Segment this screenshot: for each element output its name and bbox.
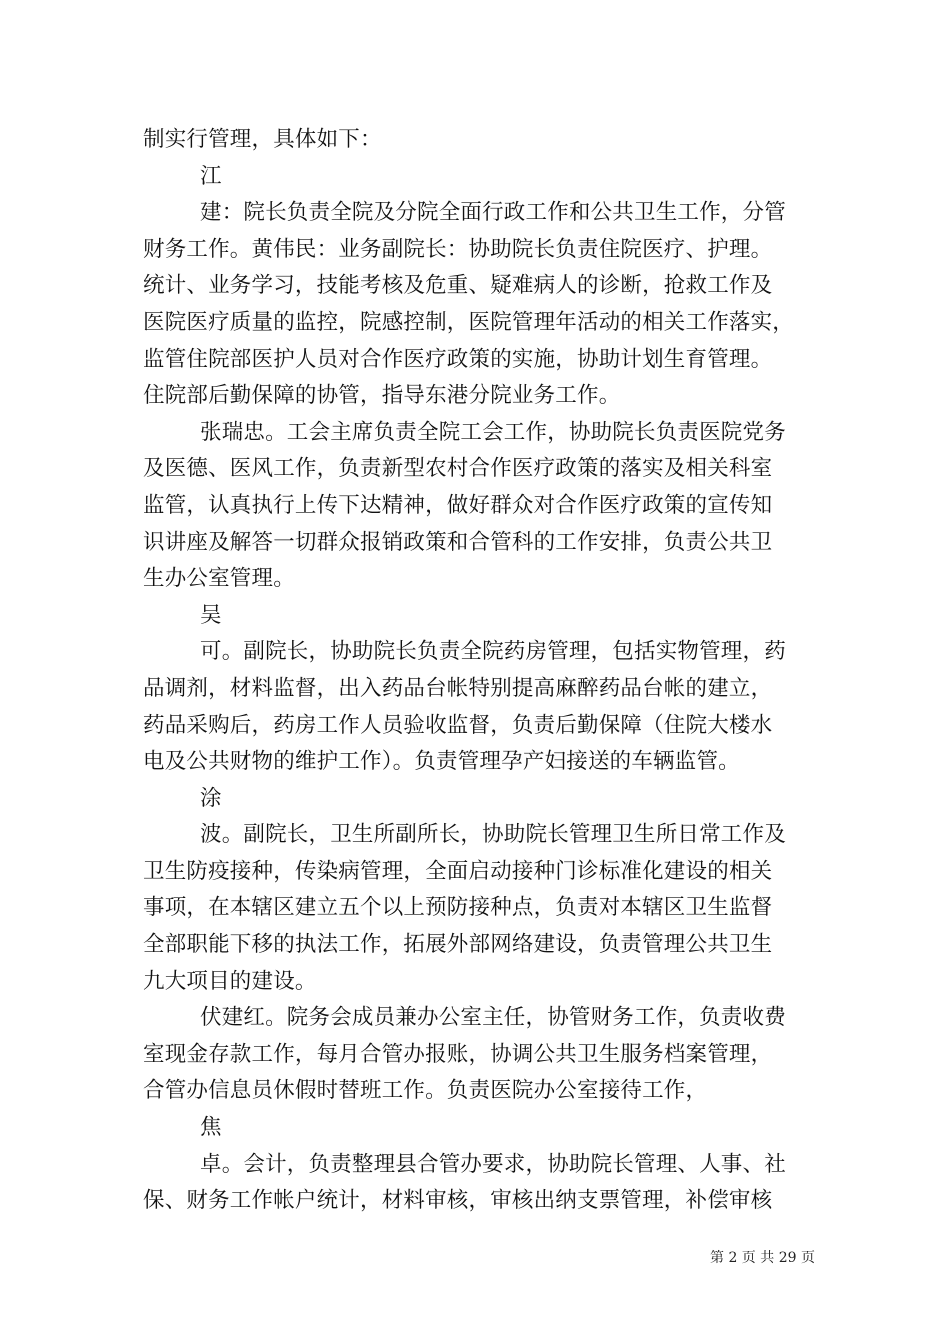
text-line: 识讲座及解答一切群众报销政策和合管科的工作安排，负责公共卫 [143, 529, 773, 555]
text-line: 卫生防疫接种，传染病管理，全面启动接种门诊标准化建设的相关 [143, 858, 773, 884]
text-line: 医院医疗质量的监控，院感控制，医院管理年活动的相关工作落实， [143, 309, 795, 335]
text-line: 焦 [200, 1115, 222, 1141]
text-line: 药品采购后，药房工作人员验收监督，负责后勤保障（住院大楼水 [143, 712, 773, 738]
text-line: 卓。会计，负责整理县合管办要求，协助院长管理、人事、社 [200, 1151, 786, 1177]
text-line: 监管，认真执行上传下达精神，做好群众对合作医疗政策的宣传知 [143, 492, 773, 518]
text-line: 波。副院长，卫生所副所长，协助院长管理卫生所日常工作及 [200, 822, 786, 848]
text-line: 保、财务工作帐户统计，材料审核，审核出纳支票管理，补偿审核 [143, 1188, 773, 1214]
text-line: 合管办信息员休假时替班工作。负责医院办公室接待工作， [143, 1078, 708, 1104]
document-body [143, 122, 815, 1220]
text-line: 财务工作。黄伟民：业务副院长：协助院长负责住院医疗、护理。 [143, 236, 773, 262]
text-line: 事项，在本辖区建立五个以上预防接种点，负责对本辖区卫生监督 [143, 895, 773, 921]
text-line: 及医德、医风工作，负责新型农村合作医疗政策的落实及相关科室 [143, 456, 773, 482]
text-line: 建：院长负责全院及分院全面行政工作和公共卫生工作，分管 [200, 200, 786, 226]
text-line: 涂 [200, 785, 222, 811]
text-line: 全部职能下移的执法工作，拓展外部网络建设，负责管理公共卫生 [143, 932, 773, 958]
page-number: 第 2 页 共 29 页 [710, 1250, 815, 1266]
text-line: 江 [200, 163, 222, 189]
text-line: 张瑞忠。工会主席负责全院工会工作，协助院长负责医院党务 [200, 419, 786, 445]
text-line: 住院部后勤保障的协管，指导东港分院业务工作。 [143, 383, 621, 409]
text-line: 九大项目的建设。 [143, 968, 317, 994]
text-line: 监管住院部医护人员对合作医疗政策的实施，协助计划生育管理。 [143, 346, 773, 372]
text-line: 可。副院长，协助院长负责全院药房管理，包括实物管理，药 [200, 639, 786, 665]
text-line: 品调剂，材料监督，出入药品台帐特别提高麻醉药品台帐的建立， [143, 675, 773, 701]
text-line: 生办公室管理。 [143, 566, 295, 592]
text-line: 统计、业务学习，技能考核及危重、疑难病人的诊断，抢救工作及 [143, 273, 773, 299]
text-line: 伏建红。院务会成员兼办公室主任，协管财务工作，负责收费 [200, 1005, 786, 1031]
text-line: 吴 [200, 602, 222, 628]
text-line: 电及公共财物的维护工作）。负责管理孕产妇接送的车辆监管。 [143, 749, 740, 775]
text-line: 制实行管理，具体如下： [143, 127, 382, 152]
text-line: 室现金存款工作，每月合管办报账，协调公共卫生服务档案管理， [143, 1041, 773, 1067]
